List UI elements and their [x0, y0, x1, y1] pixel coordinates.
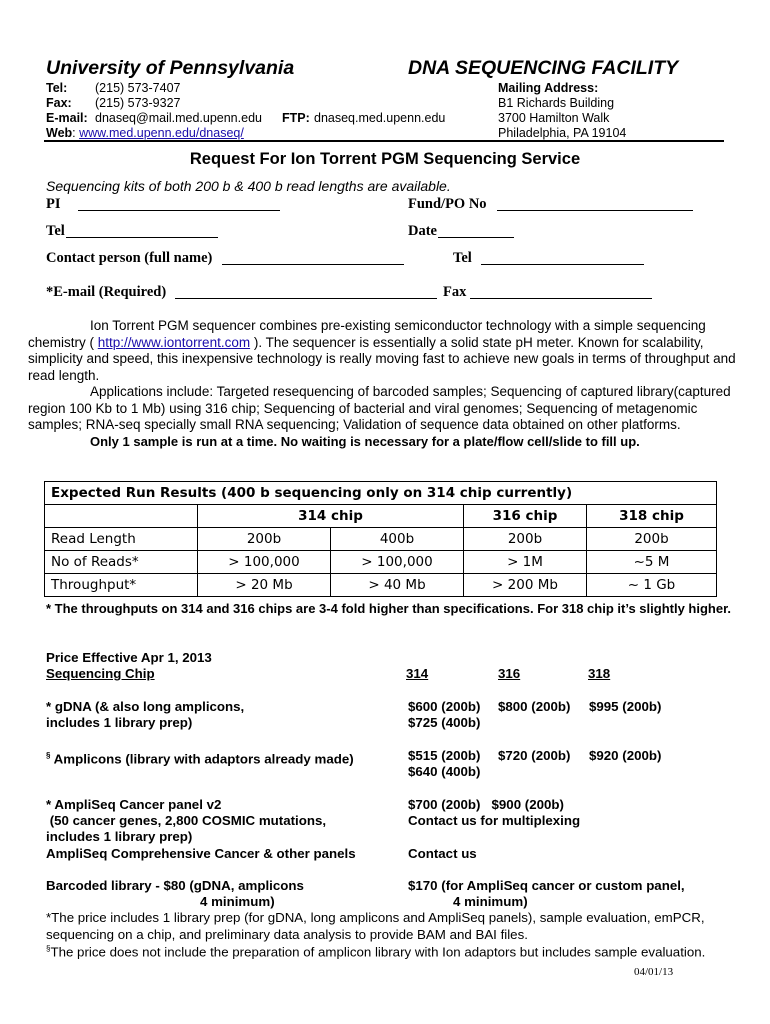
intro-paragraph-1: Ion Torrent PGM sequencer combines pre-existing semiconductor technology with a simple sequencing chemistry ( http://www.iontorrent.com ). The sequencer is essentially a solid state pH meter. Known for scalability, simplicity and speed, this inexpensive technology is really moving fast to achieve new goals in terms of throughput and read length.: [28, 318, 736, 383]
header-314-chip: 314 chip: [198, 505, 464, 528]
ampliseq-multiplexing: Contact us for multiplexing: [408, 813, 581, 828]
pi-label: PI: [46, 196, 61, 212]
mailing-label: Mailing Address:: [498, 81, 599, 95]
web-label: Web: [46, 126, 73, 140]
table-caption-row: [45, 482, 717, 505]
barcoded-label-1: Barcoded library - $80 (gDNA, amplicons: [46, 878, 304, 893]
section-mark: §: [46, 944, 51, 953]
row-label: No of Reads*: [45, 551, 198, 574]
barcoded-right-1: $170 (for AmpliSeq cancer or custom panel,: [408, 878, 685, 893]
web-link[interactable]: www.med.upenn.edu/dnaseq/: [79, 126, 244, 140]
contact-field[interactable]: [222, 264, 404, 265]
comprehensive-price: Contact us: [408, 846, 477, 861]
cell: > 100,000: [331, 551, 464, 574]
mailing-line-3: Philadelphia, PA 19104: [498, 126, 627, 140]
row-label: Read Length: [45, 528, 198, 551]
facility-name: DNA SEQUENCING FACILITY: [408, 57, 679, 79]
comprehensive-label: AmpliSeq Comprehensive Cancer & other panels: [46, 846, 356, 861]
table-row: [45, 574, 717, 597]
gdna-price-316: $800 (200b): [498, 699, 571, 714]
fax-label: Fax:: [46, 96, 72, 110]
tel-label: Tel:: [46, 81, 68, 95]
ftp-label: FTP:: [282, 111, 310, 125]
table-row: [45, 528, 717, 551]
fax-field[interactable]: [470, 298, 652, 299]
header-318-chip: 318 chip: [587, 505, 717, 528]
ampliseq-label-1: * AmpliSeq Cancer panel v2: [46, 797, 222, 812]
gdna-label-2: includes 1 library prep): [46, 715, 193, 730]
table-row: [45, 551, 717, 574]
gdna-label-1: * gDNA (& also long amplicons,: [46, 699, 245, 714]
cell: > 100,000: [198, 551, 331, 574]
table-header-blank: [45, 505, 198, 528]
amplicons-label: § Amplicons (library with adaptors already made): [46, 751, 354, 767]
intro-paragraph-3: Only 1 sample is run at a time. No waiting is necessary for a plate/flow cell/slide to fill up.: [90, 433, 640, 449]
mailing-line-1: B1 Richards Building: [498, 96, 615, 110]
cell: ~ 1 Gb: [587, 574, 717, 597]
contact-tel-label: Tel: [453, 250, 472, 266]
iontorrent-link[interactable]: http://www.iontorrent.com: [97, 334, 251, 350]
gdna-price-318: $995 (200b): [589, 699, 662, 714]
run-results-table: [44, 481, 717, 597]
ampliseq-prices: $700 (200b) $900 (200b): [408, 797, 564, 812]
barcoded-right-2: 4 minimum): [453, 894, 528, 909]
barcoded-label-2: 4 minimum): [200, 894, 275, 909]
section-mark: §: [46, 751, 51, 760]
web-line: Web: www.med.upenn.edu/dnaseq/: [46, 126, 244, 140]
email-required-field[interactable]: [175, 298, 437, 299]
ampliseq-label-3: includes 1 library prep): [46, 829, 193, 844]
cell: 200b: [198, 528, 331, 551]
fund-label: Fund/PO No: [408, 196, 487, 212]
amplicons-price-318: $920 (200b): [589, 748, 662, 763]
email-required-label: *E-mail (Required): [46, 284, 167, 300]
table-header-row: [45, 505, 717, 528]
col-318: 318: [588, 666, 611, 681]
amplicons-price-314: $515 (200b): [408, 748, 481, 763]
tel-field[interactable]: [66, 237, 218, 238]
table-caption: Expected Run Results (400 b sequencing only on 314 chip currently): [45, 482, 717, 505]
fax-field-label: Fax: [443, 284, 467, 300]
intro-text: [28, 318, 740, 450]
fax-value: (215) 573-9327: [95, 96, 181, 110]
fund-field[interactable]: [497, 210, 693, 211]
university-name: University of Pennsylvania: [46, 57, 295, 79]
amplicons-price-314-400b: $640 (400b): [408, 764, 481, 779]
tel-value: (215) 573-7407: [95, 81, 181, 95]
form-title: Request For Ion Torrent PGM Sequencing Service: [189, 150, 581, 168]
ampliseq-label-2: (50 cancer genes, 2,800 COSMIC mutations,: [46, 813, 327, 828]
email-value: dnaseq@mail.med.upenn.edu: [95, 111, 262, 125]
col-314: 314: [406, 666, 429, 681]
price-effective: Price Effective Apr 1, 2013: [46, 650, 212, 665]
pi-field[interactable]: [78, 210, 280, 211]
date-field[interactable]: [438, 237, 514, 238]
cell: 200b: [587, 528, 717, 551]
tel-field-label: Tel: [46, 223, 65, 239]
row-label: Throughput*: [45, 574, 198, 597]
header-316-chip: 316 chip: [464, 505, 587, 528]
gdna-price-314-400b: $725 (400b): [408, 715, 481, 730]
cell: > 40 Mb: [331, 574, 464, 597]
cell: ~5 M: [587, 551, 717, 574]
date-label: Date: [408, 223, 437, 239]
cell: > 20 Mb: [198, 574, 331, 597]
mailing-line-2: 3700 Hamilton Walk: [498, 111, 610, 125]
throughput-footnote: * The throughputs on 314 and 316 chips are 3-4 fold higher than specifications. For 318 chip it’s slightly higher.: [46, 601, 732, 616]
col-316: 316: [498, 666, 521, 681]
document-date: 04/01/13: [634, 966, 674, 978]
contact-tel-field[interactable]: [481, 264, 644, 265]
gdna-price-314: $600 (200b): [408, 699, 481, 714]
cell: > 1M: [464, 551, 587, 574]
header-divider: [44, 140, 724, 142]
amplicon-note: §The price does not include the preparation of amplicon library with Ion adaptors but includes sample evaluation.: [46, 944, 706, 960]
ftp-value: dnaseq.med.upenn.edu: [314, 111, 446, 125]
price-includes-note: *The price includes 1 library prep (for gDNA, long amplicons and AmpliSeq panels), sample evaluation, emPCR, sequencing on a chip, and preliminary data analysis to provide BAM and BAI files.: [46, 910, 705, 942]
email-label: E-mail:: [46, 111, 88, 125]
amplicons-price-316: $720 (200b): [498, 748, 571, 763]
cell: 200b: [464, 528, 587, 551]
sequencing-chip-label: Sequencing Chip: [46, 666, 155, 681]
contact-label: Contact person (full name): [46, 250, 213, 266]
cell: > 200 Mb: [464, 574, 587, 597]
intro-paragraph-2: Applications include: Targeted resequencing of barcoded samples; Sequencing of captured library(captured region 100 Kb to 1 Mb) using 316 chip; Sequencing of bacterial and viral genomes; Sequencing of metagenomic samples; RNA-seq specially small RNA sequencing; Validation of sequence data obtained on other platforms.: [28, 384, 731, 432]
cell: 400b: [331, 528, 464, 551]
form-subtitle: Sequencing kits of both 200 b & 400 b read lengths are available.: [46, 178, 451, 194]
